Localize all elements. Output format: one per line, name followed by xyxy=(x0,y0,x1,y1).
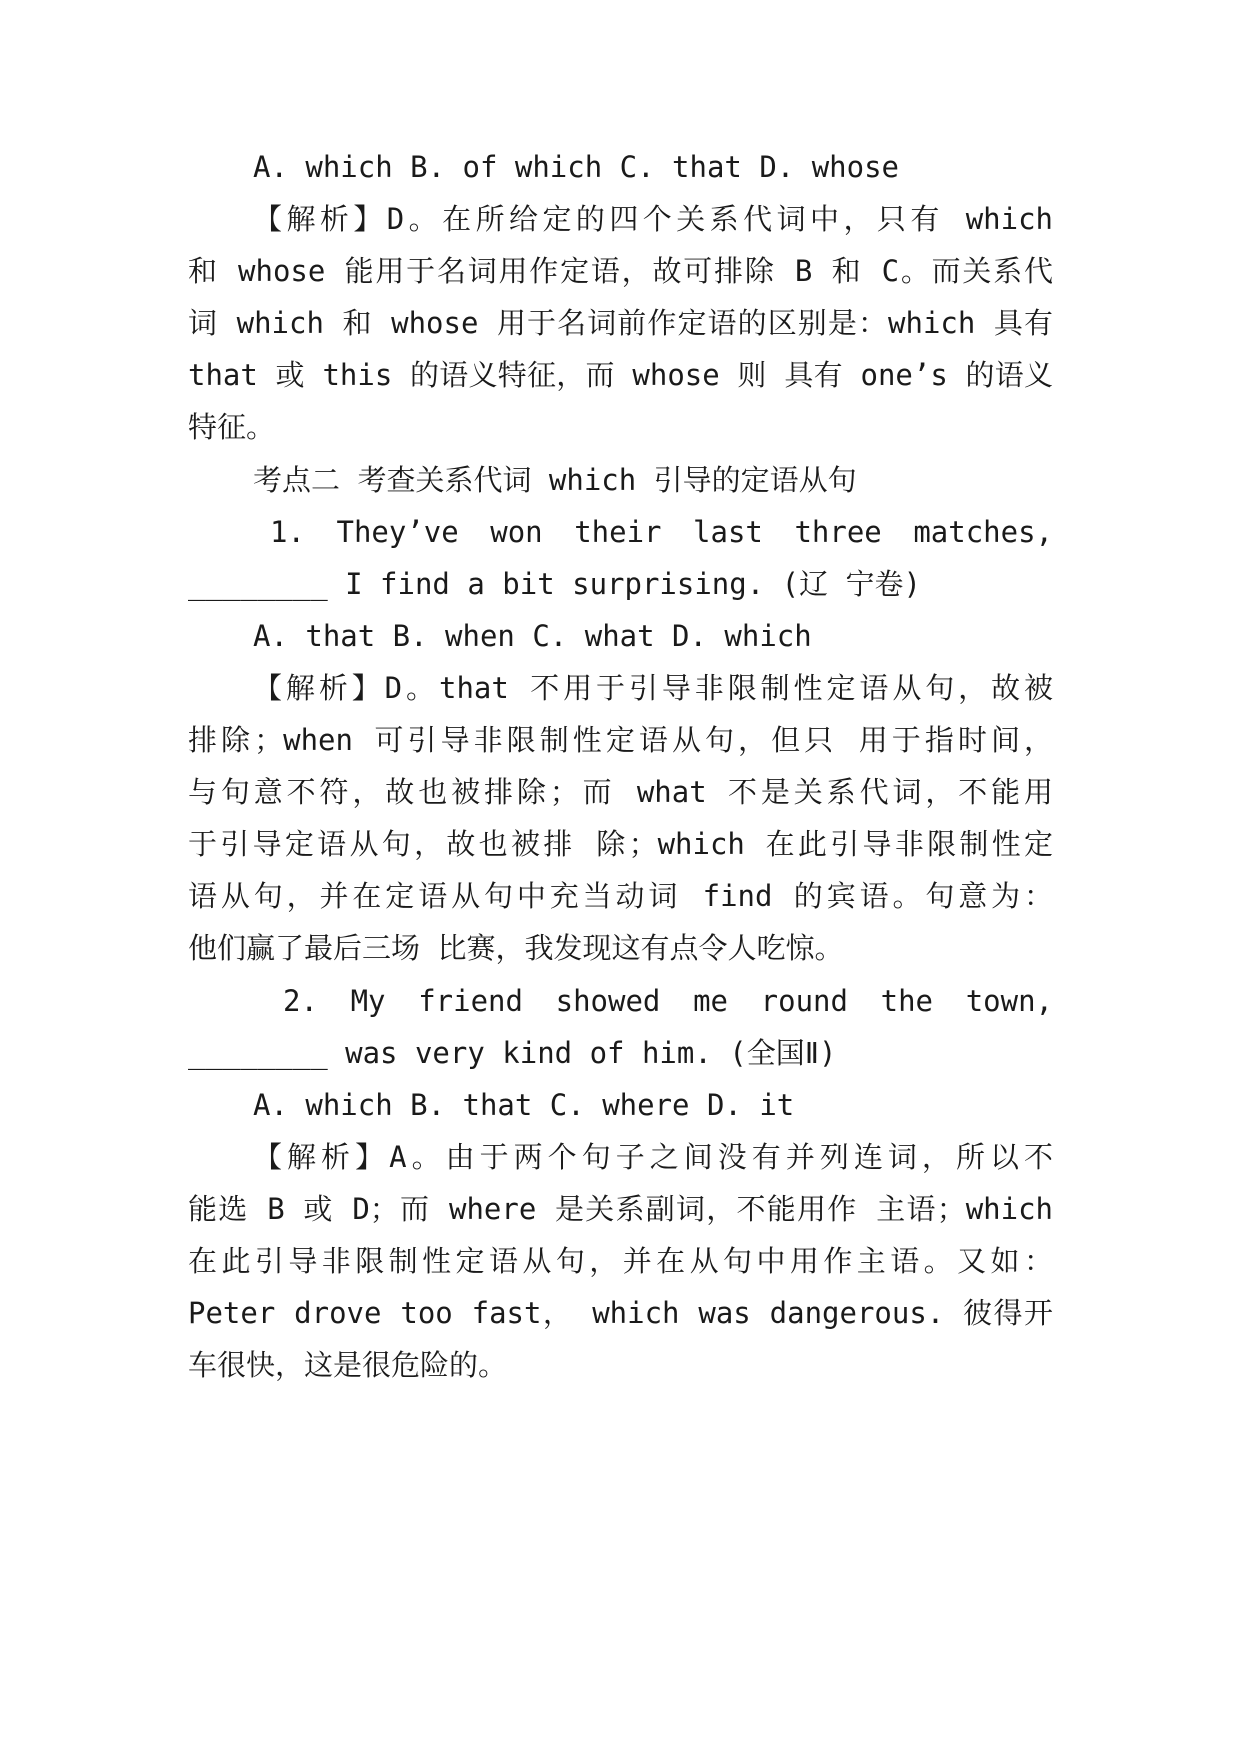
analysis-line: 他们赢了最后三场 比赛，我发现这有点令人吃惊。 xyxy=(188,931,844,965)
question-line: ________ I find a bit surprising. (辽 宁卷) xyxy=(188,567,922,601)
section-heading: 考点二 考查关系代词 which 引导的定语从句 xyxy=(253,463,857,497)
analysis-line: 与句意不符，故也被排除；而 what 不是关系代词，不能用 xyxy=(188,775,1053,809)
example-line: Peter drove too fast， which was dangerous. 彼得开 xyxy=(188,1296,1053,1330)
analysis-line: 特征。 xyxy=(188,410,276,444)
analysis-line: 【解析】D。在所给定的四个关系代词中，只有 which xyxy=(253,202,1053,236)
analysis-line: 【解析】A。由于两个句子之间没有并列连词，所以不 xyxy=(253,1140,1053,1174)
options-line: A. that B. when C. what D. which xyxy=(253,619,812,653)
analysis-line: 能选 B 或 D；而 where 是关系副词，不能用作 主语；which xyxy=(188,1192,1053,1226)
analysis-line: 排除；when 可引导非限制性定语从句，但只 用于指时间， xyxy=(188,723,1053,757)
question-line: 1. They’ve won their last three matches, xyxy=(270,515,1053,549)
analysis-line: 语从句，并在定语从句中充当动词 find 的宾语。句意为： xyxy=(188,879,1053,913)
analysis-line: 在此引导非限制性定语从句，并在从句中用作主语。又如： xyxy=(188,1244,1053,1278)
question-line: 2. My friend showed me round the town, xyxy=(283,984,1053,1018)
analysis-line: 词 which 和 whose 用于名词前作定语的区别是：which 具有 xyxy=(188,306,1053,340)
example-line: 车很快，这是很危险的。 xyxy=(188,1348,508,1382)
options-line: A. which B. that C. where D. it xyxy=(253,1088,795,1122)
analysis-line: that 或 this 的语义特征，而 whose 则 具有 one’s 的语义 xyxy=(188,358,1053,392)
analysis-line: 于引导定语从句，故也被排 除；which 在此引导非限制性定 xyxy=(188,827,1053,861)
question-line: ________ was very kind of him. (全国Ⅱ) xyxy=(188,1036,837,1070)
analysis-line: 【解析】D。that 不用于引导非限制性定语从句，故被 xyxy=(253,671,1053,705)
options-line: A. which B. of which C. that D. whose xyxy=(253,150,900,184)
analysis-line: 和 whose 能用于名词用作定语，故可排除 B 和 C。而关系代 xyxy=(188,254,1053,288)
